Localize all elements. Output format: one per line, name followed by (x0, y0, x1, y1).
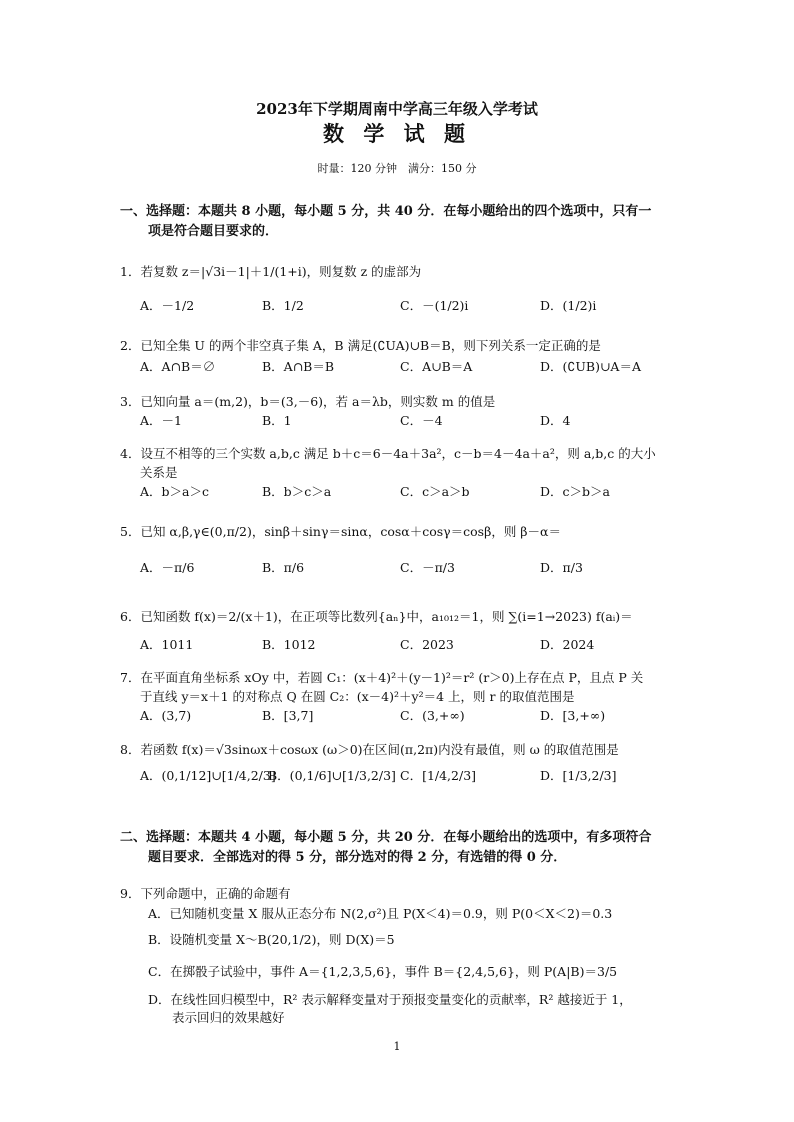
q6-option-a: A．1011 (140, 637, 194, 652)
question-2: 2．已知全集 U 的两个非空真子集 A，B 满足(∁UA)∪B＝B，则下列关系一定正确的是 (120, 338, 601, 353)
question-6: 6．已知函数 f(x)＝2/(x＋1)，在正项等比数列{aₙ}中，a₁₀₁₂＝1，则 ∑(i=1→2023) f(aᵢ)＝ (120, 609, 633, 624)
q4-option-c: C．c＞a＞b (400, 484, 470, 499)
question-4: 4．设互不相等的三个实数 a,b,c 满足 b＋c＝6－4a＋3a²，c－b＝4－4a＋a²，则 a,b,c 的大小 (120, 446, 656, 461)
q9-option-b: B．设随机变量 X～B(20,1/2)，则 D(X)＝5 (148, 932, 395, 947)
q1-option-b: B．1/2 (262, 298, 304, 313)
q2-option-b: B．A∩B＝B (262, 359, 335, 374)
q6-option-d: D．2024 (540, 637, 595, 652)
q1-option-c: C．－(1/2)i (400, 298, 469, 313)
page-number: 1 (393, 1040, 401, 1053)
question-9: 9．下列命题中，正确的命题有 (120, 886, 291, 901)
q9-option-c: C．在掷骰子试验中，事件 A＝{1,2,3,5,6}，事件 B＝{2,4,5,6}，则 P(A|B)＝3/5 (148, 964, 618, 979)
q9-option-a: A．已知随机变量 X 服从正态分布 N(2,σ²)且 P(X＜4)＝0.9，则 P(0＜X＜2)＝0.3 (148, 906, 613, 921)
q6-option-b: B．1012 (262, 637, 316, 652)
q4-option-b: B．b＞c＞a (262, 484, 332, 499)
question-4-line2: 关系是 (140, 465, 178, 480)
q2-option-d: D．(∁UB)∪A＝A (540, 359, 641, 374)
q9-option-d-line2: 表示回归的效果越好 (172, 1010, 285, 1025)
section1-line1: 一、选择题：本题共 8 小题，每小题 5 分，共 40 分．在每小题给出的四个选项中，只有一 (120, 204, 652, 219)
q7-option-a: A．(3,7) (140, 708, 192, 723)
q8-option-a: A．(0,1/12]∪[1/4,2/3] (140, 768, 276, 783)
q2-option-c: C．A∪B＝A (400, 359, 473, 374)
q5-option-b: B．π/6 (262, 560, 305, 575)
question-5: 5．已知 α,β,γ∈(0,π/2)，sinβ＋sinγ＝sinα，cosα＋cosγ＝cosβ，则 β－α＝ (120, 524, 561, 539)
q7-option-d: D．[3,+∞) (540, 708, 606, 723)
question-8: 8．若函数 f(x)＝√3sinωx＋cosωx (ω＞0)在区间(π,2π)内没有最值，则 ω 的取值范围是 (120, 742, 619, 757)
q9-option-d-line1: D．在线性回归模型中，R² 表示解释变量对于预报变量变化的贡献率，R² 越接近于 1， (148, 992, 632, 1007)
q4-option-d: D．c＞b＞a (540, 484, 610, 499)
q3-option-b: B．1 (262, 413, 292, 428)
q5-option-d: D．π/3 (540, 560, 583, 575)
question-7-line2: 于直线 y＝x＋1 的对称点 Q 在圆 C₂：(x－4)²＋y²＝4 上，则 r 的取值范围是 (140, 689, 575, 704)
q5-option-c: C．－π/3 (400, 560, 455, 575)
q8-option-d: D．[1/3,2/3] (540, 768, 617, 783)
q8-option-b: B．(0,1/6]∪[1/3,2/3] (268, 768, 396, 783)
q7-option-b: B．[3,7] (262, 708, 314, 723)
section1-line2: 项是符合题目要求的． (148, 224, 279, 239)
q3-option-a: A．－1 (140, 413, 182, 428)
question-1: 1．若复数 z＝|√3i－1|＋1/(1+i)，则复数 z 的虚部为 (120, 264, 422, 279)
exam-meta: 时量：120 分钟 满分：150 分 (317, 162, 477, 175)
question-3: 3．已知向量 a＝(m,2)，b＝(3,－6)，若 a＝λb，则实数 m 的值是 (120, 394, 496, 409)
q6-option-c: C．2023 (400, 637, 454, 652)
q4-option-a: A．b＞a＞c (140, 484, 209, 499)
q2-option-a: A．A∩B＝∅ (140, 359, 216, 374)
q7-option-c: C．(3,+∞) (400, 708, 465, 723)
q1-option-a: A．－1/2 (140, 298, 195, 313)
section2-line2: 题目要求．全部选对的得 5 分，部分选对的得 2 分，有选错的得 0 分． (148, 850, 567, 865)
exam-title: 2023年下学期周南中学高三年级入学考试 (256, 100, 538, 118)
question-7: 7．在平面直角坐标系 xOy 中，若圆 C₁：(x＋4)²＋(y－1)²＝r² (r＞0)上存在点 P，且点 P 关 (120, 670, 644, 685)
q5-option-a: A．－π/6 (140, 560, 195, 575)
q8-option-c: C．[1/4,2/3] (400, 768, 477, 783)
q1-option-d: D．(1/2)i (540, 298, 597, 313)
section2-line1: 二、选择题：本题共 4 小题，每小题 5 分，共 20 分．在每小题给出的选项中，有多项符合 (120, 830, 652, 845)
q3-option-d: D．4 (540, 413, 571, 428)
exam-subtitle: 数 学 试 题 (323, 121, 471, 146)
q3-option-c: C．－4 (400, 413, 443, 428)
